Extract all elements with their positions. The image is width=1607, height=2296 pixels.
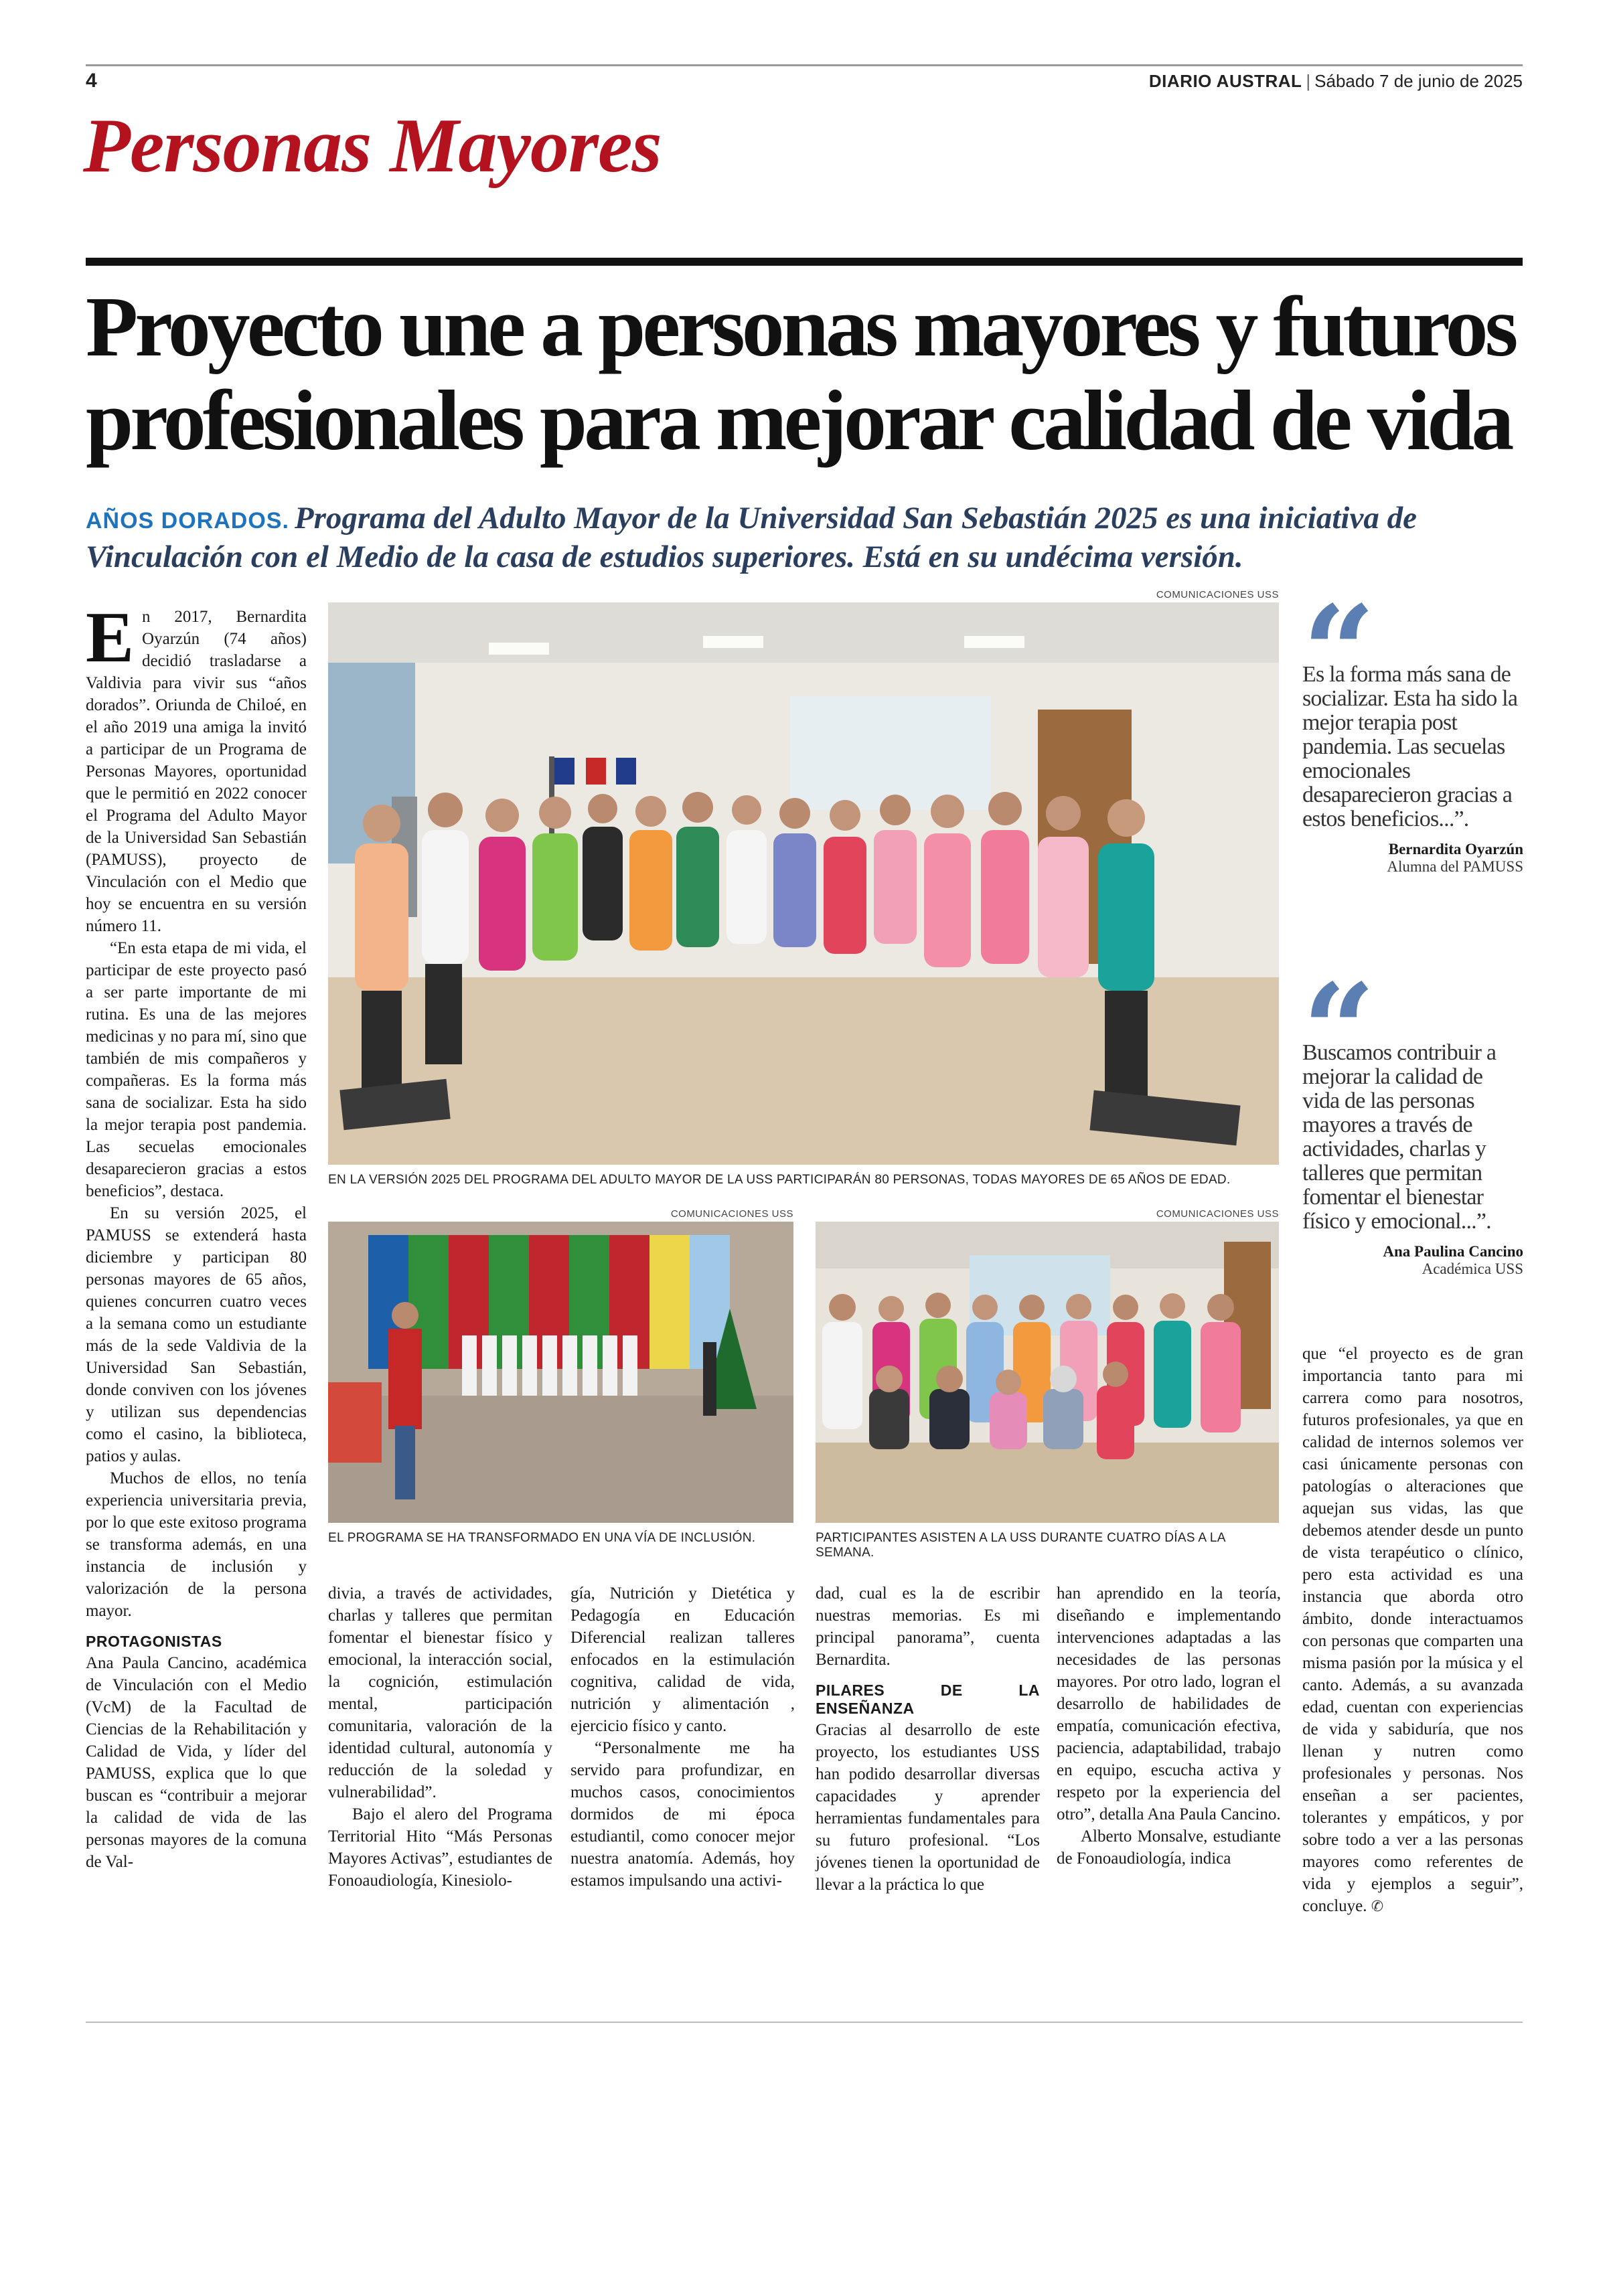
paragraph [1302,1343,1523,1917]
body-column-1 [86,598,307,1873]
paragraph: “En esta etapa de mi vida, el participar de este proyecto pasó a ser parte importante de mi rutina. Es una de las mejores medicinas y no para mí, sino que también de mis compañeros y compañeras. Es la forma más sana de socializar. Esta ha sido la mejor terapia post pandemia. Las secuelas emocionales desaparecieron gracias a estos beneficios”, destaca. [86,939,307,1200]
paragraph: Bajo el alero del Programa Territorial Hito “Más Personas Mayores Activas”, estudiantes de Fonoaudiología, Kinesiolo- [328,1805,552,1890]
section-title: Personas Mayores [83,103,662,189]
paragraph-text: n 2017, Bernardita Oyarzún (74 años) decidió trasladarse a Valdivia para vivir sus “años dorados”. Oriunda de Chiloé, en el año 2019 una amiga la invitó a participar de un Programa de Personas Mayores, oportunidad que le permitió en 2022 conocer el Programa del Adulto Mayor de la Universidad San Sebastián (PAMUSS), proyecto de Vinculación con el Medio que hoy se encuentra en su versión número 11. [86,608,307,935]
headline-rule [86,258,1523,266]
inclusion-photo [328,1222,793,1523]
paragraph: han aprendido en la teoría, diseñando e implementando intervenciones adaptadas a las necesidades de las personas mayores. Por otro lado, logran el desarrollo de habilidades de empatía, comunicación efectiva, paciencia, adaptabilidad, trabajo en equipo, escucha activa y respeto por la experiencia del otro”, detalla Ana Paula Cancino. [1057,1584,1281,1823]
paragraph: Alberto Monsalve, estudiante de Fonoaudiología, indica [1057,1827,1281,1868]
paragraph: divia, a través de actividades, charlas y talleres que permitan fomentar el bienestar físico y emocional, la interacción social, la cognición, estimulación mental, participación comunitaria, valoración de la identidad cultural, autonomía y reducción de la soledad y vulnerabilidad”. [328,1584,552,1801]
body-column-3 [570,1582,795,1892]
paragraph: Gracias al desarrollo de este proyecto, los estudiantes USS han podido desarrollar diversas capacidades y aprender herramientas fundamentales para su futuro profesional. “Los jóvenes tienen la oportunidad de llevar a la práctica lo que [816,1721,1040,1894]
choir-classroom-photo [328,602,1279,1165]
christmas-concert-photo [328,1222,793,1523]
headline-line-2: profesionales para mejorar calidad de vida [86,373,1511,468]
newspaper-name: DIARIO AUSTRAL [1148,71,1302,91]
kicker-text: Programa del Adulto Mayor de la Universidad San Sebastián 2025 es una iniciativa de Vinculación con el Medio de la casa de estudios superiores. Está en su undécima versión. [86,501,1417,574]
main-photo-caption: EN LA VERSIÓN 2025 DEL PROGRAMA DEL ADULTO MAYOR DE LA USS PARTICIPARÁN 80 PERSONAS, TODAS MAYORES DE 65 AÑOS DE EDAD. [328,1173,1231,1187]
headline-line-1: Proyecto une a personas mayores y futuros [86,279,1515,374]
paragraph: Ana Paula Cancino, académica de Vinculación con el Medio (VcM) de la Facultad de Ciencias de la Rehabilitación y Calidad de Vida, y líder del PAMUSS, explica que lo que buscan es “contribuir a mejorar la calidad de vida de las personas mayores de la comuna de Val- [86,1654,307,1871]
drop-cap: E [86,598,135,677]
subhead-pilares: PILARES DE LA ENSEÑANZA [816,1682,1040,1717]
paragraph: gía, Nutrición y Dietética y Pedagogía en Educación Diferencial realizan talleres enfocados en la estimulación cognitiva, calidad de vida, nutrición y alimentación , ejercicio físico y canto. [570,1584,795,1735]
paragraph: dad, cual es la de escribir nuestras memorias. Es mi principal panorama”, cuenta Bernardita. [816,1584,1040,1669]
quote-mark-icon [1302,589,1523,663]
quote-mark-icon [1302,967,1523,1041]
subhead-protagonistas: PROTAGONISTAS [86,1633,222,1650]
top-rule [86,64,1523,66]
paragraph: En su versión 2025, el PAMUSS se extenderá hasta diciembre y participan 80 personas mayores de 65 años, quienes concurren cuatro veces a la semana como un estudiante más de la sede Valdivia de la Universidad San Sebastián, donde conviven con los jóvenes y utilizan sus dependencias como el casino, la biblioteca, patios y aulas. [86,1204,307,1465]
inclusion-photo-caption: EL PROGRAMA SE HA TRANSFORMADO EN UNA VÍA DE INCLUSIÓN. [328,1531,756,1545]
paragraph: “Personalmente me ha servido para profundizar, en muchos casos, conocimientos dormidos de mi época estudiantil, como conocer mejor nuestra anatomía. Además, hoy estamos impulsando una activi- [570,1739,795,1890]
quote-author-role: Alumna del PAMUSS [1387,858,1523,875]
paragraph: Muchos de ellos, no tenía experiencia universitaria previa, por lo que este exitoso programa se transforma además, en una instancia de inclusión y valorización de la persona mayor. [86,1469,307,1620]
participants-photo-caption: PARTICIPANTES ASISTEN A LA USS DURANTE CUATRO DÍAS A LA SEMANA. [816,1531,1225,1560]
pull-quote-1 [1302,589,1523,876]
body-column-4 [816,1582,1040,1896]
masthead-separator: | [1306,71,1311,91]
quote-text: Es la forma más sana de socializar. Esta ha sido la mejor terapia post pandemia. Las secuelas emocionales desaparecieron gracias a estos beneficios...”. [1302,662,1518,831]
kicker [86,499,1532,576]
issue-date: Sábado 7 de junio de 2025 [1314,71,1523,91]
kicker-tag: AÑOS DORADOS. [86,508,289,534]
bottom-rule [86,2022,1523,2023]
participants-photo [816,1222,1279,1523]
photo-credit: COMUNICACIONES USS [670,1208,793,1220]
quote-author: Bernardita Oyarzún [1388,841,1523,857]
masthead [1149,71,1523,92]
end-mark-icon: ✆ [1371,1898,1384,1915]
photo-credit: COMUNICACIONES USS [1156,1208,1279,1220]
body-column-2 [328,1582,552,1892]
paragraph [86,598,307,937]
headline [86,280,1532,467]
group-photo [816,1222,1279,1523]
page-number: 4 [86,70,97,92]
paragraph-text: que “el proyecto es de gran importancia tanto para mi carrera como para nosotros, futuros profesionales, ya que en calidad de internos solemos ver casi únicamente personas con patologías o alteraciones que aquejan sus vidas, las que debemos atender desde un punto de vista terapéutico o clínico, pero esta actividad es una instancia que aborda otro ámbito, donde interactuamos con personas que comparten una misma pasión por la música y el canto. Además, a su avanzada edad, cuentan con experiencias de vida y sabiduría, que nos llenan y nutren como profesionales y personas. Nos enseñan a ser pacientes, tolerantes y empáticos, y por sobre todo a ver a las personas mayores como referentes de vida y ejemplos a seguir”, concluye. [1302,1345,1523,1915]
pull-quote-2 [1302,967,1523,1278]
main-photo [328,602,1279,1165]
body-column-5 [1057,1582,1281,1870]
quote-author-role: Académica USS [1422,1260,1523,1277]
body-column-6 [1302,1343,1523,1917]
quote-author: Ana Paulina Cancino [1383,1243,1523,1260]
quote-text: Buscamos contribuir a mejorar la calidad de vida de las personas mayores a través de actividades, charlas y talleres que permitan fomentar el bienestar físico y emocional...”. [1302,1040,1497,1234]
photo-credit: COMUNICACIONES USS [1156,589,1279,600]
